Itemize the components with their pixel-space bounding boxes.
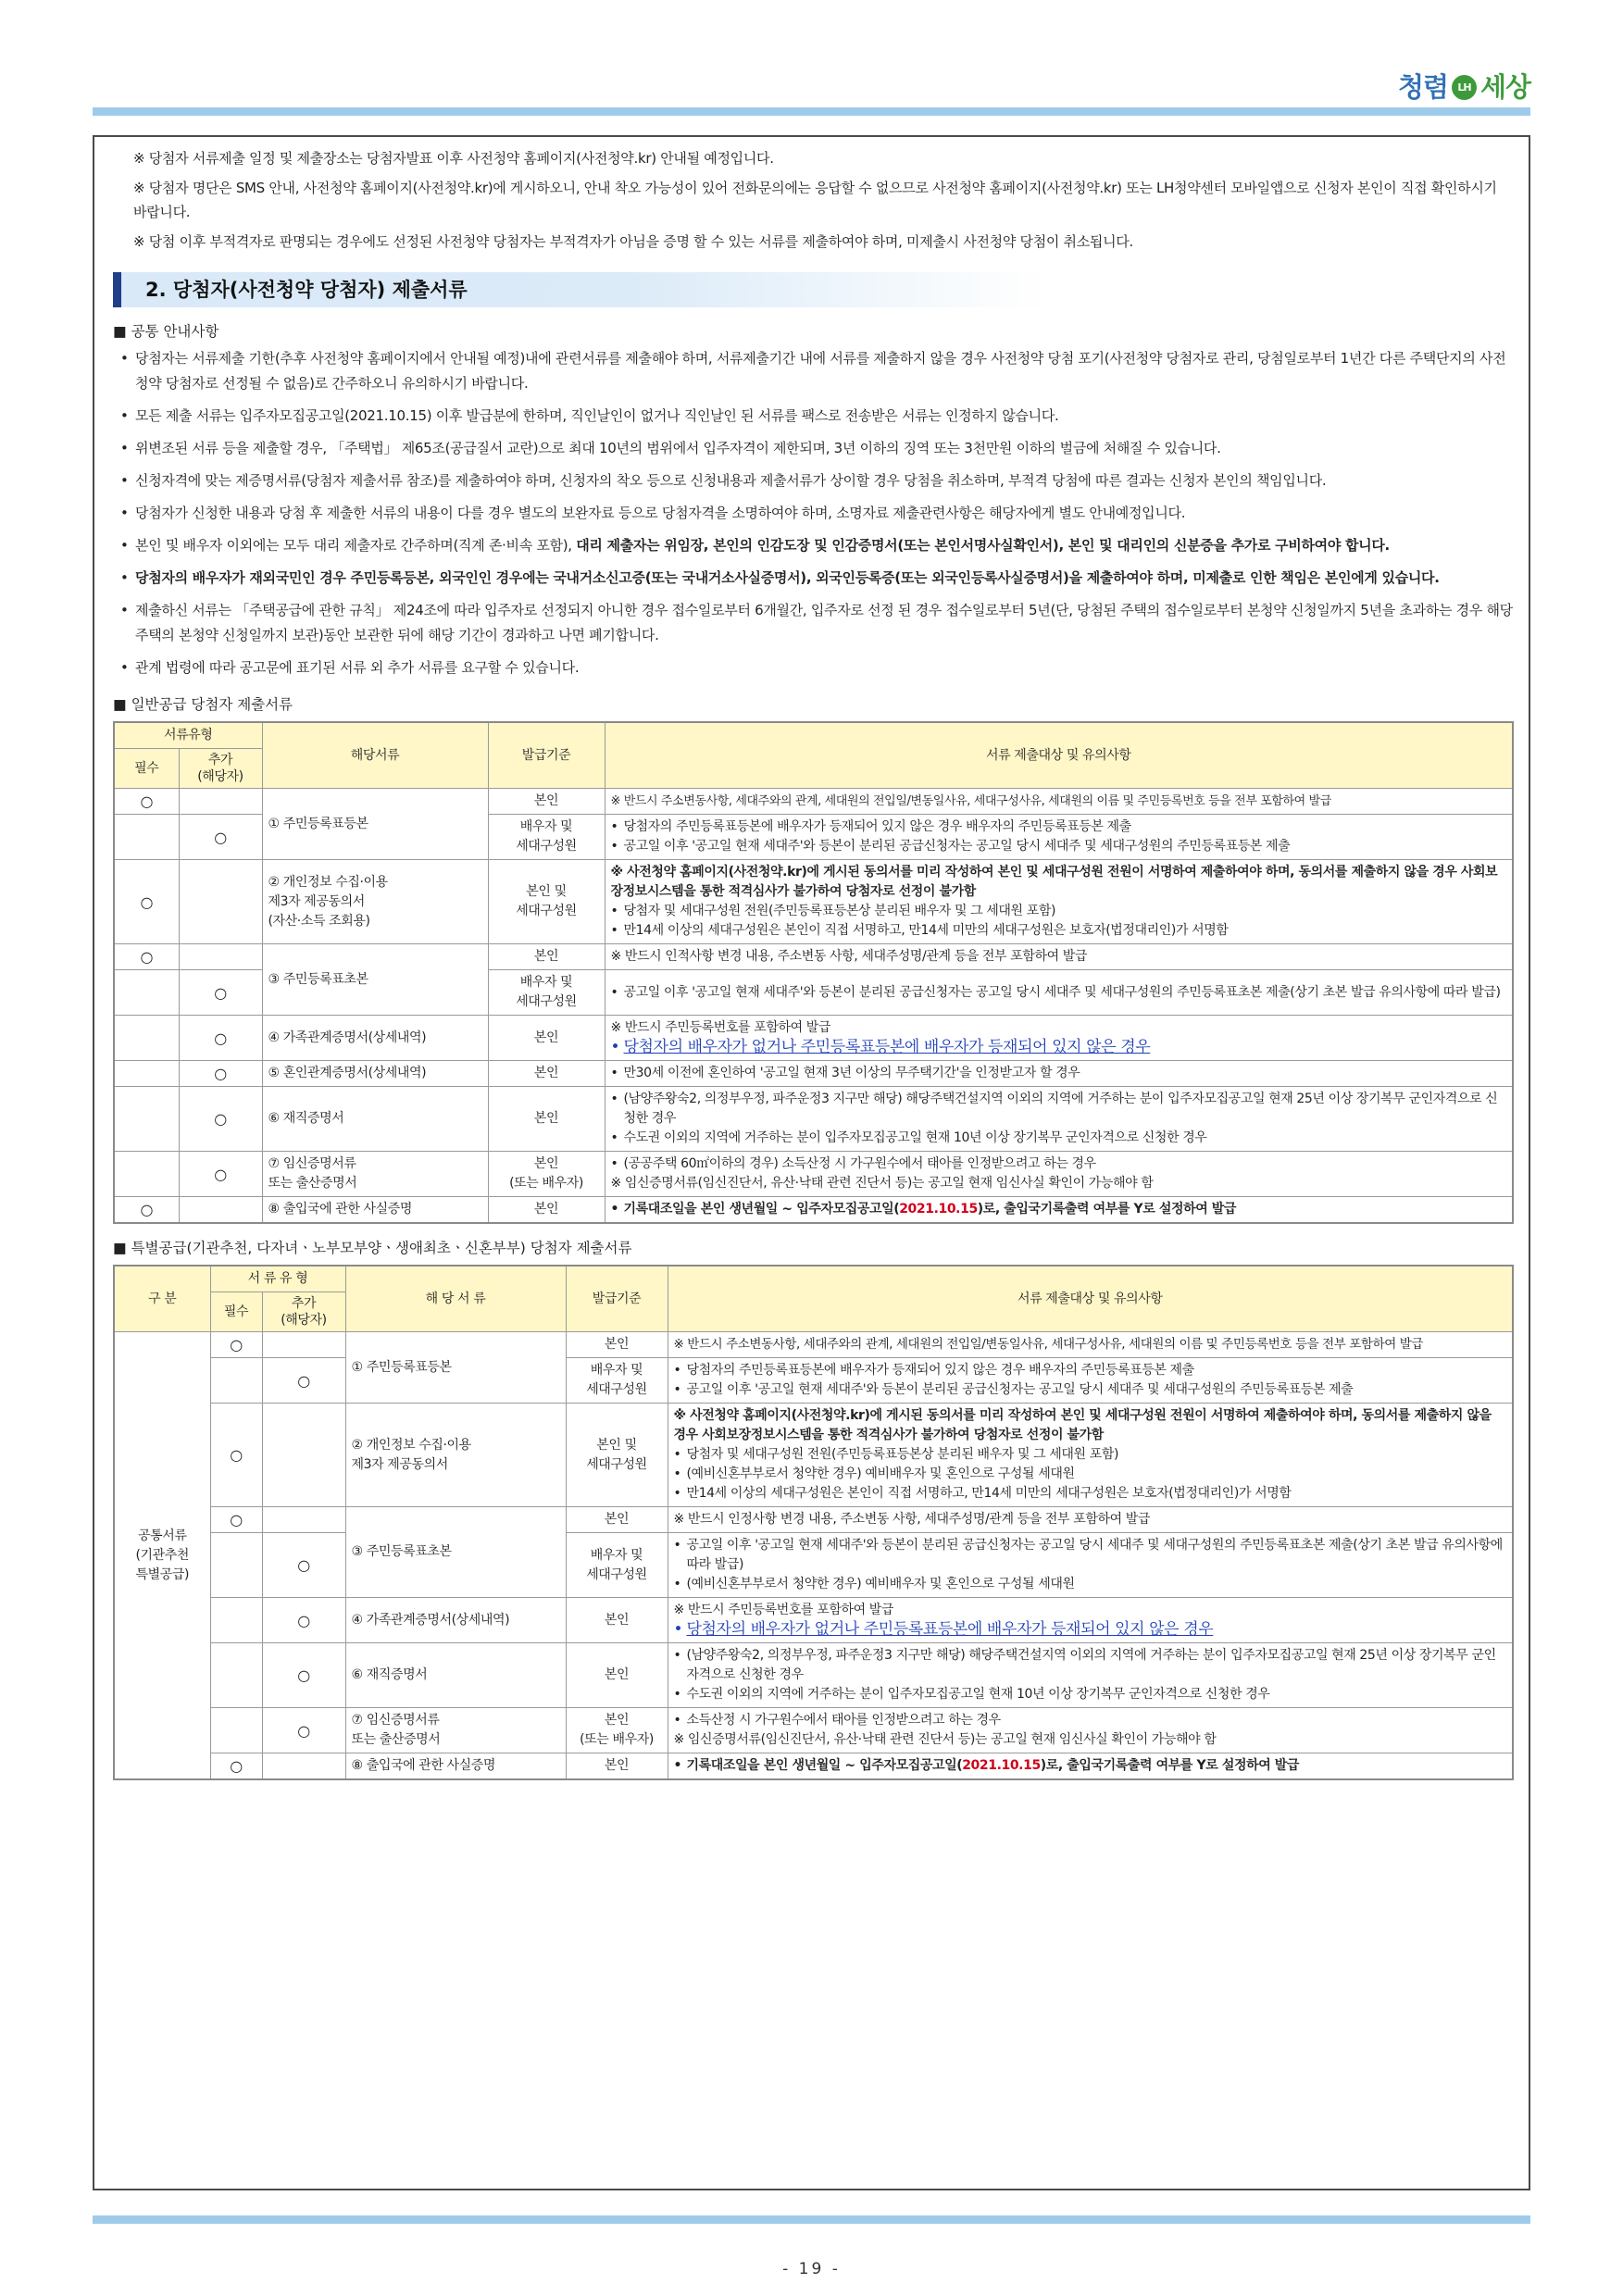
issuer: 본인 (또는 배우자) [566,1708,668,1753]
table-row [114,1332,1513,1358]
table-row [114,1753,1513,1780]
logo-badge: LH [1452,75,1477,100]
col-division: 구 분 [114,1266,210,1332]
note: • (공공주택 60㎡이하의 경우) 소득산정 시 가구원수에서 태아를 인정받으려고 하는 경우 ※ 임신증명서류(임신진단서, 유산·낙태 관련 진단서 등)는 공고일 현재 임신사실 확인이 가능해야 함 [605,1152,1513,1197]
note: ※ 반드시 주민등록번호를 포함하여 발급 • 당첨자의 배우자가 없거나 주민등록표등본에 배우자가 등재되어 있지 않은 경우 [605,1016,1513,1061]
table-row [114,1016,1513,1061]
col-notes: 서류 제출대상 및 유의사항 [605,722,1513,789]
issuer: 본인 [566,1643,668,1708]
col-additional: 추가 (해당자) [179,749,262,789]
additional-mark: ○ [179,1016,262,1061]
doc-name: ③ 주민등록표초본 [345,1507,566,1598]
doc-name: ① 주민등록표등본 [262,789,488,860]
col-issuer: 발급기준 [566,1266,668,1332]
note: ※ 사전청약 홈페이지(사전청약.kr)에 게시된 동의서를 미리 작성하여 본인 및 세대구성원 전원이 서명하여 제출하여야 하며, 동의서를 제출하지 않을 경우 사회보장정보시스템을 통한 적격심사가 불가하여 당첨자로 선정이 불가함 • 당첨자 및 세대구성원 전원(주민등록표등본상 분리된 배우자 및 그 세대원 포함) • 만14세 이상의 세대구성원은 본인이 직접 서명하고, 만14세 미만의 세대구성원은 보호자(법정대리인)가 서명함 [605,860,1513,944]
general-heading: ■ 일반공급 당첨자 제출서류 [113,696,293,714]
table-header-row [114,722,1513,749]
note: • 공고일 이후 '공고일 현재 세대주'와 등본이 분리된 공급신청자는 공고일 당시 세대주 및 세대구성원의 주민등록표초본 제출(상기 초본 발급 유의사항에 따라 발급) [605,970,1513,1016]
issuer: 본인 및 세대구성원 [566,1404,668,1507]
additional-mark: ○ [179,815,262,860]
bullet-8: • 제출하신 서류는 「주택공급에 관한 규칙」 제24조에 따라 입주자로 선정되지 아니한 경우 접수일로부터 6개월간, 입주자로 선정 된 경우 접수일로부터 5년(단, 당첨된 주택의 접수일로부터 본청약 신청일까지 5년을 초과하는 경우 해당 주택의 본청약 신청일까지 보관)동안 보관한 뒤에 해당 기간이 경과하고 나면 폐기합니다. [120,602,1513,644]
additional-mark: ○ [179,1152,262,1197]
note: • 만30세 이전에 혼인하여 '공고일 현재 3년 이상의 무주택기간'을 인정받고자 할 경우 [605,1061,1513,1087]
note: ※ 반드시 인적사항 변경 내용, 주소변동 사항, 세대주성명/관계 등을 전부 포함하여 발급 [605,944,1513,970]
table-row [114,1404,1513,1507]
logo-text-left: 청렴 [1397,71,1448,103]
col-notes: 서류 제출대상 및 유의사항 [668,1266,1513,1332]
issuer: 본인 (또는 배우자) [488,1152,605,1197]
note: • 공고일 이후 '공고일 현재 세대주'와 등본이 분리된 공급신청자는 공고일 당시 세대주 및 세대구성원의 주민등록표초본 제출(상기 초본 발급 유의사항에 따라 발급) • (예비신혼부부로서 청약한 경우) 예비배우자 및 혼인으로 구성될 세대원 [668,1533,1513,1598]
note: • 당첨자의 주민등록표등본에 배우자가 등재되어 있지 않은 경우 배우자의 주민등록표등본 제출 • 공고일 이후 '공고일 현재 세대주'와 등본이 분리된 공급신청자는 공고일 당시 세대주 및 세대구성원의 주민등록표등본 제출 [668,1358,1513,1404]
bottom-divider [93,2215,1530,2224]
bullet-2: • 모든 제출 서류는 입주자모집공고일(2021.10.15) 이후 발급분에 한하며, 직인날인이 없거나 직인날인 된 서류를 팩스로 전송받은 서류는 인정하지 않습니다. [120,407,1059,425]
table-row [114,1533,1513,1598]
required-mark: ○ [210,1404,262,1507]
additional-mark: ○ [262,1358,345,1404]
table-row [114,1643,1513,1708]
note-1: ※ 당첨자 서류제출 일정 및 제출장소는 당첨자발표 이후 사전청약 홈페이지(사전청약.kr) 안내될 예정입니다. [133,150,774,167]
note-3: ※ 당첨 이후 부적격자로 판명되는 경우에도 선정된 사전청약 당첨자는 부적격자가 아님을 증명 할 수 있는 서류를 제출하여야 하며, 미제출시 사전청약 당첨이 취소됩니다. [133,233,1133,250]
table-row [114,1152,1513,1197]
bullet-3: • 위변조된 서류 등을 제출할 경우, 「주택법」 제65조(공급질서 교란)으로 최대 10년의 범위에서 입주자격이 제한되며, 3년 이하의 징역 또는 3천만원 이하의 벌금에 처해질 수 있습니다. [120,440,1221,457]
note: • (남양주왕숙2, 의정부우정, 파주운정3 지구만 해당) 해당주택건설지역 이외의 지역에 거주하는 분이 입주자모집공고일 현재 25년 이상 장기복무 군인자격으로 신청한 경우 • 수도권 이외의 지역에 거주하는 분이 입주자모집공고일 현재 10년 이상 장기복무 군인자격으로 신청한 경우 [668,1643,1513,1708]
required-mark: ○ [114,1197,179,1224]
additional-mark: ○ [179,1061,262,1087]
doc-name: ⑥ 재직증명서 [262,1087,488,1152]
doc-name: ④ 가족관계증명서(상세내역) [262,1016,488,1061]
table-row [114,1507,1513,1533]
issuer: 본인 [566,1598,668,1643]
bullet-4: • 신청자격에 맞는 제증명서류(당첨자 제출서류 참조)를 제출하여야 하며, 신청자의 착오 등으로 신청내용과 제출서류가 상이할 경우 당첨을 취소하며, 부적격 당첨에 따른 결과는 신청자 본인의 책임입니다. [120,472,1327,490]
division-label: 공통서류 (기관추천 특별공급) [114,1332,210,1780]
issuer: 본인 [566,1332,668,1358]
table-header-row [114,1266,1513,1292]
doc-name: ① 주민등록표등본 [345,1332,566,1404]
required-mark: ○ [114,789,179,815]
additional-mark: ○ [262,1598,345,1643]
bullet-1: • 당첨자는 서류제출 기한(추후 사전청약 홈페이지에서 안내될 예정)내에 관련서류를 제출해야 하며, 서류제출기간 내에 서류를 제출하지 않을 경우 사전청약 당첨 포기(사전청약 당첨자로 관리, 당첨일로부터 1년간 다른 주택단지의 사전청약 당첨자로 선정될 수 없음)로 간주하오니 유의하시기 바랍니다. [120,350,1506,393]
col-doc: 해당서류 [262,722,488,789]
content-frame [93,135,1530,2190]
issuer: 본인 [488,1061,605,1087]
table-row [114,1358,1513,1404]
table-row [114,944,1513,970]
page-number: - 19 - [782,2260,841,2278]
table-row [114,789,1513,815]
issuer: 본인 [488,789,605,815]
notes [113,146,1514,254]
table-row [114,1598,1513,1643]
col-required: 필수 [114,749,179,789]
note: ※ 반드시 주소변동사항, 세대주와의 관계, 세대원의 전입일/변동일사유, 세대구성사유, 세대원의 이름 및 주민등록번호 등을 전부 포함하여 발급 [668,1332,1513,1358]
issuer: 배우자 및 세대구성원 [566,1358,668,1404]
issuer: 본인 및 세대구성원 [488,860,605,944]
common-bullets [113,346,1514,680]
additional-mark: ○ [262,1643,345,1708]
required-mark: ○ [210,1507,262,1533]
additional-mark: ○ [262,1708,345,1753]
issuer: 본인 [488,1087,605,1152]
common-heading: ■ 공통 안내사항 [113,323,219,340]
note: • 기록대조일을 본인 생년월일 ~ 입주자모집공고일(2021.10.15)로, 출입국기록출력 여부를 Y로 설정하여 발급 [605,1197,1513,1224]
special-supply-table [113,1265,1514,1780]
issuer: 본인 [488,1016,605,1061]
bullet-5: • 당첨자가 신청한 내용과 당첨 후 제출한 서류의 내용이 다를 경우 별도의 보완자료 등으로 당첨자격을 소명하여야 하며, 소명자료 제출관련사항은 해당자에게 별도 안내예정입니다. [120,505,1186,522]
col-issuer: 발급기준 [488,722,605,789]
note: • 소득산정 시 가구원수에서 태아를 인정받으려고 하는 경우 ※ 임신증명서류(임신진단서, 유산·낙태 관련 진단서 등)는 공고일 현재 임신사실 확인이 가능해야 함 [668,1708,1513,1753]
issuer: 본인 [566,1507,668,1533]
issuer: 본인 [566,1753,668,1780]
section-title: 2. 당첨자(사전청약 당첨자) 제출서류 [113,272,1048,307]
required-mark: ○ [114,944,179,970]
doc-name: ② 개인정보 수집·이용 제3자 제공동의서 [345,1404,566,1507]
doc-name: ③ 주민등록표초본 [262,944,488,1016]
issuer: 본인 [488,944,605,970]
col-doc-type: 서 류 유 형 [210,1266,345,1292]
col-additional: 추가 (해당자) [262,1292,345,1332]
doc-name: ⑧ 출입국에 관한 사실증명 [262,1197,488,1224]
doc-name: ⑦ 임신증명서류 또는 출산증명서 [345,1708,566,1753]
bullet-7: • 당첨자의 배우자가 재외국민인 경우 주민등록등본, 외국인인 경우에는 국내거소신고증(또는 국내거소사실증명서), 외국인등록증(또는 외국인등록사실증명서)을 제출하여야 하며, 미제출로 인한 책임은 본인에게 있습니다. [120,569,1440,587]
required-mark: ○ [210,1753,262,1780]
issuer: 배우자 및 세대구성원 [488,815,605,860]
col-doc-type: 서류유형 [114,722,262,749]
additional-mark: ○ [179,1087,262,1152]
doc-name: ⑧ 출입국에 관한 사실증명 [345,1753,566,1780]
special-heading: ■ 특별공급(기관추천, 다자녀ㆍ노부모부양ㆍ생애최초ㆍ신혼부부) 당첨자 제출서류 [113,1240,632,1257]
table-row [114,1708,1513,1753]
required-mark: ○ [114,860,179,944]
doc-name: ⑥ 재직증명서 [345,1643,566,1708]
table-row [114,1197,1513,1224]
doc-name: ④ 가족관계증명서(상세내역) [345,1598,566,1643]
table-row [114,1061,1513,1087]
table-row [114,1087,1513,1152]
note: ※ 반드시 주소변동사항, 세대주와의 관계, 세대원의 전입일/변동일사유, 세대구성사유, 세대원의 이름 및 주민등록번호 등을 전부 포함하여 발급 [605,789,1513,815]
general-supply-table [113,721,1514,1224]
issuer: 배우자 및 세대구성원 [488,970,605,1016]
col-doc: 해 당 서 류 [345,1266,566,1332]
note: ※ 사전청약 홈페이지(사전청약.kr)에 게시된 동의서를 미리 작성하여 본인 및 세대구성원 전원이 서명하여 제출하여야 하며, 동의서를 제출하지 않을 경우 사회보장정보시스템을 통한 적격심사가 불가하여 당첨자로 선정이 불가함 • 당첨자 및 세대구성원 전원(주민등록표등본상 분리된 배우자 및 그 세대원 포함) • (예비신혼부부로서 청약한 경우) 예비배우자 및 혼인으로 구성될 세대원 • 만14세 이상의 세대구성원은 본인이 직접 서명하고, 만14세 미만의 세대구성원은 보호자(법정대리인)가 서명함 [668,1404,1513,1507]
issuer: 배우자 및 세대구성원 [566,1533,668,1598]
note: • 기록대조일을 본인 생년월일 ~ 입주자모집공고일(2021.10.15)로, 출입국기록출력 여부를 Y로 설정하여 발급 [668,1753,1513,1780]
top-divider [93,107,1530,116]
note: • (남양주왕숙2, 의정부우정, 파주운정3 지구만 해당) 해당주택건설지역 이외의 지역에 거주하는 분이 입주자모집공고일 현재 25년 이상 장기복무 군인자격으로 신청한 경우 • 수도권 이외의 지역에 거주하는 분이 입주자모집공고일 현재 10년 이상 장기복무 군인자격으로 신청한 경우 [605,1087,1513,1152]
logo-text-right: 세상 [1479,71,1530,103]
required-mark: ○ [210,1332,262,1358]
note: • 당첨자의 주민등록표등본에 배우자가 등재되어 있지 않은 경우 배우자의 주민등록표등본 제출 • 공고일 이후 '공고일 현재 세대주'와 등본이 분리된 공급신청자는 공고일 당시 세대주 및 세대구성원의 주민등록표등본 제출 [605,815,1513,860]
additional-mark: ○ [179,970,262,1016]
logo [1398,67,1530,108]
additional-mark: ○ [262,1533,345,1598]
doc-name: ⑦ 임신증명서류 또는 출산증명서 [262,1152,488,1197]
note-2: ※ 당첨자 명단은 SMS 안내, 사전청약 홈페이지(사전청약.kr)에 게시하오니, 안내 착오 가능성이 있어 전화문의에는 응답할 수 없으므로 사전청약 홈페이지(사전청약.kr) 또는 LH청약센터 모바일앱으로 신청자 본인이 직접 확인하시기 바랍니다. [133,180,1497,220]
col-required: 필수 [210,1292,262,1332]
bullet-9: • 관계 법령에 따라 공고문에 표기된 서류 외 추가 서류를 요구할 수 있습니다. [120,659,580,677]
table-row [114,860,1513,944]
note: ※ 반드시 인정사항 변경 내용, 주소변동 사항, 세대주성명/관계 등을 전부 포함하여 발급 [668,1507,1513,1533]
doc-name: ⑤ 혼인관계증명서(상세내역) [262,1061,488,1087]
note: ※ 반드시 주민등록번호를 포함하여 발급 • 당첨자의 배우자가 없거나 주민등록표등본에 배우자가 등재되어 있지 않은 경우 [668,1598,1513,1643]
issuer: 본인 [488,1197,605,1224]
doc-name: ② 개인정보 수집·이용 제3자 제공동의서 (자산·소득 조회용) [262,860,488,944]
bullet-6: • 본인 및 배우자 이외에는 모두 대리 제출자로 간주하며(직계 존·비속 포함), 대리 제출자는 위임장, 본인의 인감도장 및 인감증명서(또는 본인서명사실확인서), 본인 및 대리인의 신분증을 추가로 구비하여야 합니다. [120,537,1390,555]
